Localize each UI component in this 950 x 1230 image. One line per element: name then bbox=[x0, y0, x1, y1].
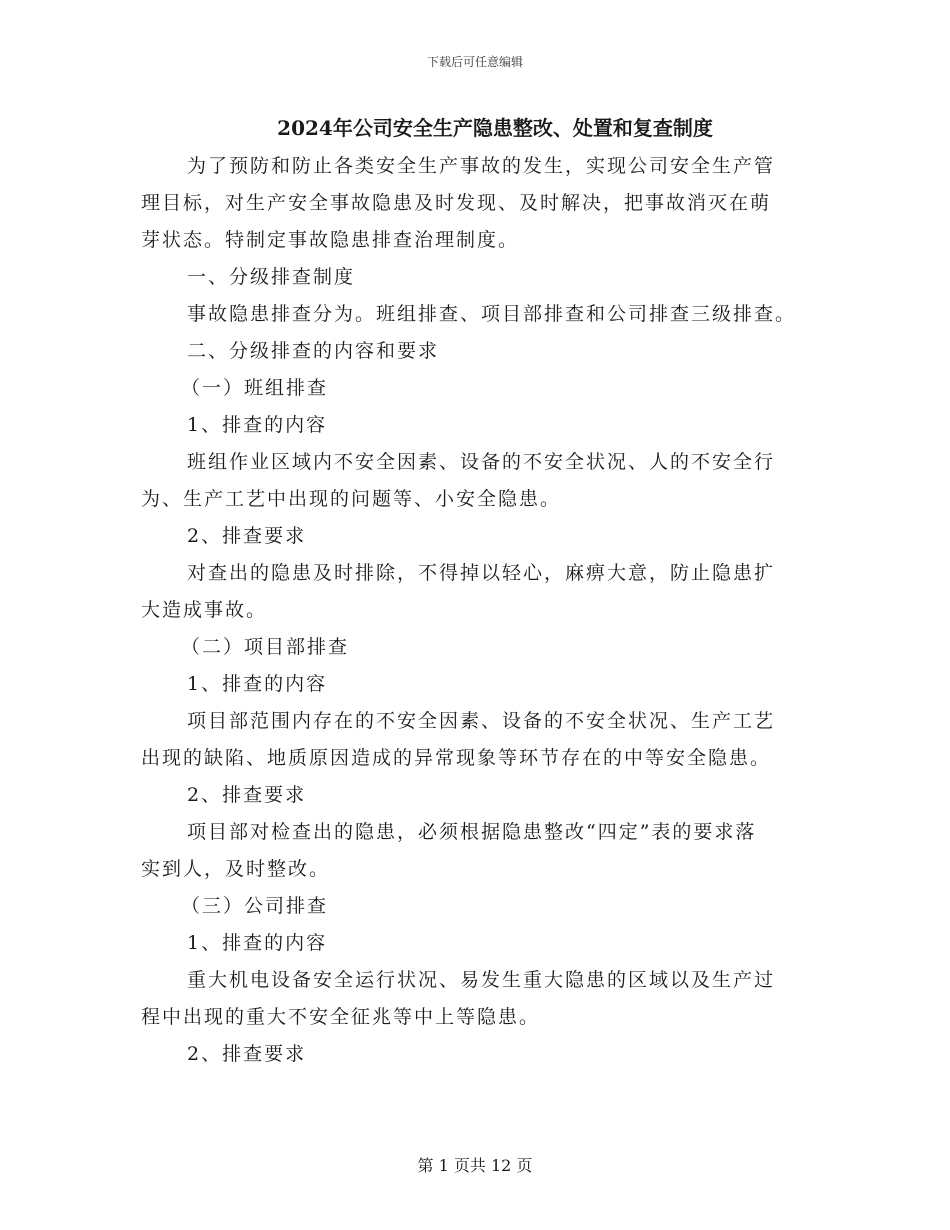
section-heading: 二、分级排查的内容和要求 bbox=[187, 340, 440, 362]
section-heading: 一、分级排查制度 bbox=[187, 266, 356, 288]
paragraph-line: 出现的缺陷、地质原因造成的异常现象等环节存在的中等安全隐患。 bbox=[141, 747, 772, 769]
item-heading: 1、排查的内容 bbox=[187, 673, 328, 695]
document-title: 2024年公司安全生产隐患整改、处置和复查制度 bbox=[277, 116, 713, 140]
paragraph-line: 为了预防和防止各类安全生产事故的发生，实现公司安全生产管 bbox=[187, 155, 776, 177]
paragraph-line: 实到人，及时整改。 bbox=[141, 858, 331, 880]
subsection-heading: （二）项目部排查 bbox=[181, 636, 350, 658]
document-body bbox=[141, 148, 816, 1073]
paragraph-line: 理目标，对生产安全事故隐患及时发现、及时解决，把事故消灭在萌 bbox=[141, 192, 772, 214]
subsection-heading: （一）班组排查 bbox=[181, 377, 329, 399]
paragraph-line: 芽状态。特制定事故隐患排查治理制度。 bbox=[141, 229, 520, 251]
item-heading: 1、排查的内容 bbox=[187, 414, 328, 436]
paragraph-line: 班组作业区域内不安全因素、设备的不安全状况、人的不安全行 bbox=[187, 451, 776, 473]
subsection-heading: （三）公司排查 bbox=[181, 895, 329, 917]
paragraph-line: 项目部对检查出的隐患，必须根据隐患整改“四定”表的要求落 bbox=[187, 821, 757, 843]
page-number: 第 1 页共 12 页 bbox=[417, 1156, 533, 1175]
item-heading: 2、排查要求 bbox=[187, 1043, 307, 1065]
paragraph-line: 对查出的隐患及时排除，不得掉以轻心，麻痹大意，防止隐患扩 bbox=[187, 562, 776, 584]
paragraph-line: 事故隐患排查分为。班组排查、项目部排查和公司排查三级排查。 bbox=[187, 303, 797, 325]
paragraph-line: 为、生产工艺中出现的问题等、小安全隐患。 bbox=[141, 488, 562, 510]
paragraph-line: 重大机电设备安全运行状况、易发生重大隐患的区域以及生产过 bbox=[187, 969, 776, 991]
paragraph-line: 项目部范围内存在的不安全因素、设备的不安全状况、生产工艺 bbox=[187, 710, 776, 732]
item-heading: 2、排查要求 bbox=[187, 784, 307, 806]
paragraph-line: 程中出现的重大不安全征兆等中上等隐患。 bbox=[141, 1006, 541, 1028]
item-heading: 1、排查的内容 bbox=[187, 932, 328, 954]
page-header-note: 下载后可任意编辑 bbox=[426, 55, 523, 69]
item-heading: 2、排查要求 bbox=[187, 525, 307, 547]
paragraph-line: 大造成事故。 bbox=[141, 599, 268, 621]
